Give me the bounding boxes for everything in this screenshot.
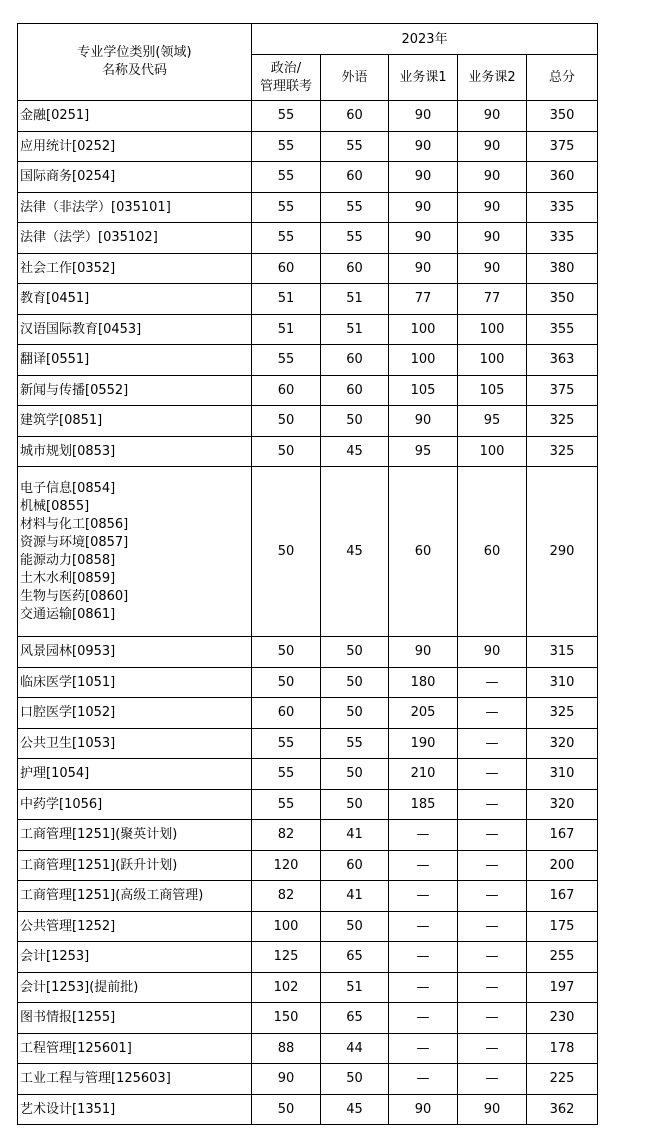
course2-score-cell: — [458,728,527,759]
course1-score-cell: — [389,820,458,851]
politics-score-cell: 51 [252,284,321,315]
course1-score-cell: 90 [389,101,458,132]
header-course2: 业务课2 [458,55,527,101]
major-name-cell: 新闻与传播[0552] [18,375,252,406]
course2-score-cell: 90 [458,1094,527,1125]
politics-score-cell: 82 [252,881,321,912]
politics-score-cell: 55 [252,131,321,162]
politics-score-cell: 120 [252,850,321,881]
table-row [18,375,598,406]
major-name-cell: 护理[1054] [18,759,252,790]
politics-score-cell: 50 [252,467,321,637]
politics-score-cell: 50 [252,406,321,437]
course2-score-cell: 105 [458,375,527,406]
total-score-cell: 167 [527,820,598,851]
politics-score-cell: 82 [252,820,321,851]
course2-score-cell: — [458,698,527,729]
course1-score-cell: 180 [389,667,458,698]
course1-score-cell: 105 [389,375,458,406]
table-row [18,223,598,254]
politics-score-cell: 150 [252,1003,321,1034]
course2-score-cell: 90 [458,192,527,223]
course1-score-cell: — [389,1003,458,1034]
table-row [18,850,598,881]
course1-score-cell: 90 [389,223,458,254]
major-name-cell: 图书情报[1255] [18,1003,252,1034]
header-politics-line2: 管理联考 [259,78,312,94]
language-score-cell: 41 [321,881,389,912]
language-score-cell: 60 [321,375,389,406]
total-score-cell: 325 [527,436,598,467]
header-politics [252,55,321,101]
major-name-cell: 公共管理[1252] [18,911,252,942]
major-name-cell: 中药学[1056] [18,789,252,820]
total-score-cell: 350 [527,101,598,132]
course2-score-cell: 90 [458,162,527,193]
total-score-cell: 255 [527,942,598,973]
course2-score-cell: 90 [458,131,527,162]
language-score-cell: 60 [321,253,389,284]
major-name-cell: 艺术设计[1351] [18,1094,252,1125]
header-major-name [18,24,252,101]
table-row [18,436,598,467]
course2-score-cell: 77 [458,284,527,315]
language-score-cell: 50 [321,637,389,668]
course2-score-cell: — [458,789,527,820]
table-row [18,637,598,668]
language-score-cell: 51 [321,314,389,345]
language-score-cell: 60 [321,162,389,193]
major-name-cell: 翻译[0551] [18,345,252,376]
table-row [18,1094,598,1125]
header-total: 总分 [527,55,598,101]
major-name-cell: 金融[0251] [18,101,252,132]
course2-score-cell: 90 [458,637,527,668]
course1-score-cell: 205 [389,698,458,729]
language-score-cell: 55 [321,728,389,759]
language-score-cell: 44 [321,1033,389,1064]
total-score-cell: 315 [527,637,598,668]
total-score-cell: 320 [527,728,598,759]
total-score-cell: 355 [527,314,598,345]
course2-score-cell: — [458,972,527,1003]
major-name-cell: 公共卫生[1053] [18,728,252,759]
major-name-cell: 汉语国际教育[0453] [18,314,252,345]
language-score-cell: 60 [321,850,389,881]
course2-score-cell: 95 [458,406,527,437]
politics-score-cell: 102 [252,972,321,1003]
header-major-line2: 名称及代码 [101,63,167,78]
politics-score-cell: 55 [252,728,321,759]
course2-score-cell: — [458,1064,527,1095]
major-name-line: 电子信息[0854] [20,480,116,496]
total-score-cell: 350 [527,284,598,315]
course1-score-cell: 95 [389,436,458,467]
major-name-cell: 口腔医学[1052] [18,698,252,729]
major-name-cell: 工商管理[1251](聚英计划) [18,820,252,851]
language-score-cell: 65 [321,1003,389,1034]
course1-score-cell: — [389,911,458,942]
table-row [18,1033,598,1064]
course2-score-cell: — [458,942,527,973]
course1-score-cell: 90 [389,131,458,162]
total-score-cell: 167 [527,881,598,912]
table-header [18,24,598,101]
major-name-cell: 工商管理[1251](高级工商管理) [18,881,252,912]
course1-score-cell: 90 [389,162,458,193]
table-row [18,131,598,162]
course1-score-cell: 190 [389,728,458,759]
header-language: 外语 [321,55,389,101]
table-row [18,101,598,132]
major-name-cell: 社会工作[0352] [18,253,252,284]
course1-score-cell: 100 [389,314,458,345]
major-name-cell: 建筑学[0851] [18,406,252,437]
course1-score-cell: 77 [389,284,458,315]
total-score-cell: 360 [527,162,598,193]
total-score-cell: 375 [527,131,598,162]
course2-score-cell: — [458,850,527,881]
major-name-line: 材料与化工[0856] [20,516,129,532]
language-score-cell: 51 [321,972,389,1003]
total-score-cell: 362 [527,1094,598,1125]
total-score-cell: 230 [527,1003,598,1034]
major-name-line: 机械[0855] [20,498,90,514]
course1-score-cell: 210 [389,759,458,790]
politics-score-cell: 50 [252,1094,321,1125]
table-row [18,820,598,851]
total-score-cell: 225 [527,1064,598,1095]
table-row [18,942,598,973]
score-table [17,23,598,1125]
politics-score-cell: 55 [252,345,321,376]
course1-score-cell: — [389,942,458,973]
politics-score-cell: 55 [252,101,321,132]
politics-score-cell: 51 [252,314,321,345]
major-name-cell: 会计[1253] [18,942,252,973]
course1-score-cell: — [389,972,458,1003]
course2-score-cell: — [458,820,527,851]
politics-score-cell: 55 [252,192,321,223]
language-score-cell: 50 [321,406,389,437]
total-score-cell: 335 [527,192,598,223]
course2-score-cell: 60 [458,467,527,637]
language-score-cell: 60 [321,345,389,376]
course2-score-cell: — [458,1033,527,1064]
language-score-cell: 50 [321,1064,389,1095]
major-name-cell: 法律（非法学）[035101] [18,192,252,223]
table-row [18,698,598,729]
language-score-cell: 50 [321,698,389,729]
course1-score-cell: — [389,1033,458,1064]
table-row [18,881,598,912]
header-major-line1: 专业学位类别(领域) [77,45,192,60]
language-score-cell: 41 [321,820,389,851]
course2-score-cell: — [458,881,527,912]
politics-score-cell: 50 [252,637,321,668]
table-row [18,1064,598,1095]
language-score-cell: 45 [321,436,389,467]
major-name-line: 交通运输[0861] [20,606,116,622]
total-score-cell: 178 [527,1033,598,1064]
table-row-group [18,467,598,637]
table-row [18,406,598,437]
total-score-cell: 175 [527,911,598,942]
course2-score-cell: 90 [458,223,527,254]
course1-score-cell: — [389,881,458,912]
language-score-cell: 45 [321,467,389,637]
total-score-cell: 325 [527,406,598,437]
politics-score-cell: 55 [252,223,321,254]
course2-score-cell: 100 [458,314,527,345]
total-score-cell: 290 [527,467,598,637]
politics-score-cell: 90 [252,1064,321,1095]
politics-score-cell: 60 [252,253,321,284]
table-row [18,759,598,790]
politics-score-cell: 55 [252,162,321,193]
course1-score-cell: — [389,850,458,881]
table-row [18,728,598,759]
major-name-line: 土木水利[0859] [20,570,116,586]
major-name-cell: 临床医学[1051] [18,667,252,698]
table-row [18,192,598,223]
major-name-cell: 法律（法学）[035102] [18,223,252,254]
language-score-cell: 51 [321,284,389,315]
total-score-cell: 380 [527,253,598,284]
table-row [18,972,598,1003]
total-score-cell: 310 [527,759,598,790]
major-name-cell: 城市规划[0853] [18,436,252,467]
politics-score-cell: 88 [252,1033,321,1064]
politics-score-cell: 100 [252,911,321,942]
table-body [18,101,598,1125]
language-score-cell: 45 [321,1094,389,1125]
table-row [18,911,598,942]
politics-score-cell: 50 [252,667,321,698]
course1-score-cell: 100 [389,345,458,376]
language-score-cell: 60 [321,101,389,132]
header-year: 2023年 [252,24,598,55]
language-score-cell: 50 [321,667,389,698]
politics-score-cell: 50 [252,436,321,467]
major-name-cell: 工商管理[1251](跃升计划) [18,850,252,881]
table-row [18,284,598,315]
course1-score-cell: 90 [389,406,458,437]
course1-score-cell: 185 [389,789,458,820]
table-row [18,314,598,345]
course1-score-cell: 90 [389,253,458,284]
course1-score-cell: 60 [389,467,458,637]
major-name-line: 资源与环境[0857] [20,534,129,550]
course2-score-cell: 90 [458,101,527,132]
header-politics-line1: 政治/ [270,60,302,76]
course2-score-cell: 100 [458,436,527,467]
politics-score-cell: 55 [252,789,321,820]
language-score-cell: 50 [321,789,389,820]
course1-score-cell: — [389,1064,458,1095]
table-row [18,667,598,698]
language-score-cell: 50 [321,911,389,942]
table-row [18,345,598,376]
course2-score-cell: 90 [458,253,527,284]
language-score-cell: 55 [321,223,389,254]
language-score-cell: 55 [321,192,389,223]
major-name-cell: 应用统计[0252] [18,131,252,162]
course1-score-cell: 90 [389,637,458,668]
politics-score-cell: 125 [252,942,321,973]
table-row [18,789,598,820]
language-score-cell: 55 [321,131,389,162]
major-name-cell: 国际商务[0254] [18,162,252,193]
major-name-cell: 教育[0451] [18,284,252,315]
total-score-cell: 335 [527,223,598,254]
politics-score-cell: 60 [252,698,321,729]
header-course1: 业务课1 [389,55,458,101]
total-score-cell: 197 [527,972,598,1003]
major-name-cell: 风景园林[0953] [18,637,252,668]
total-score-cell: 363 [527,345,598,376]
course2-score-cell: 100 [458,345,527,376]
total-score-cell: 375 [527,375,598,406]
politics-score-cell: 55 [252,759,321,790]
course2-score-cell: — [458,911,527,942]
table-row [18,162,598,193]
major-name-cell: 工程管理[125601] [18,1033,252,1064]
politics-score-cell: 60 [252,375,321,406]
table-row [18,253,598,284]
course2-score-cell: — [458,1003,527,1034]
table-row [18,1003,598,1034]
total-score-cell: 320 [527,789,598,820]
language-score-cell: 50 [321,759,389,790]
course2-score-cell: — [458,667,527,698]
major-name-cell: 会计[1253](提前批) [18,972,252,1003]
major-name-group-cell [18,467,252,637]
language-score-cell: 65 [321,942,389,973]
course2-score-cell: — [458,759,527,790]
major-name-line: 能源动力[0858] [20,552,116,568]
course1-score-cell: 90 [389,192,458,223]
major-name-line: 生物与医药[0860] [20,588,129,604]
course1-score-cell: 90 [389,1094,458,1125]
major-name-cell: 工业工程与管理[125603] [18,1064,252,1095]
total-score-cell: 200 [527,850,598,881]
total-score-cell: 310 [527,667,598,698]
total-score-cell: 325 [527,698,598,729]
